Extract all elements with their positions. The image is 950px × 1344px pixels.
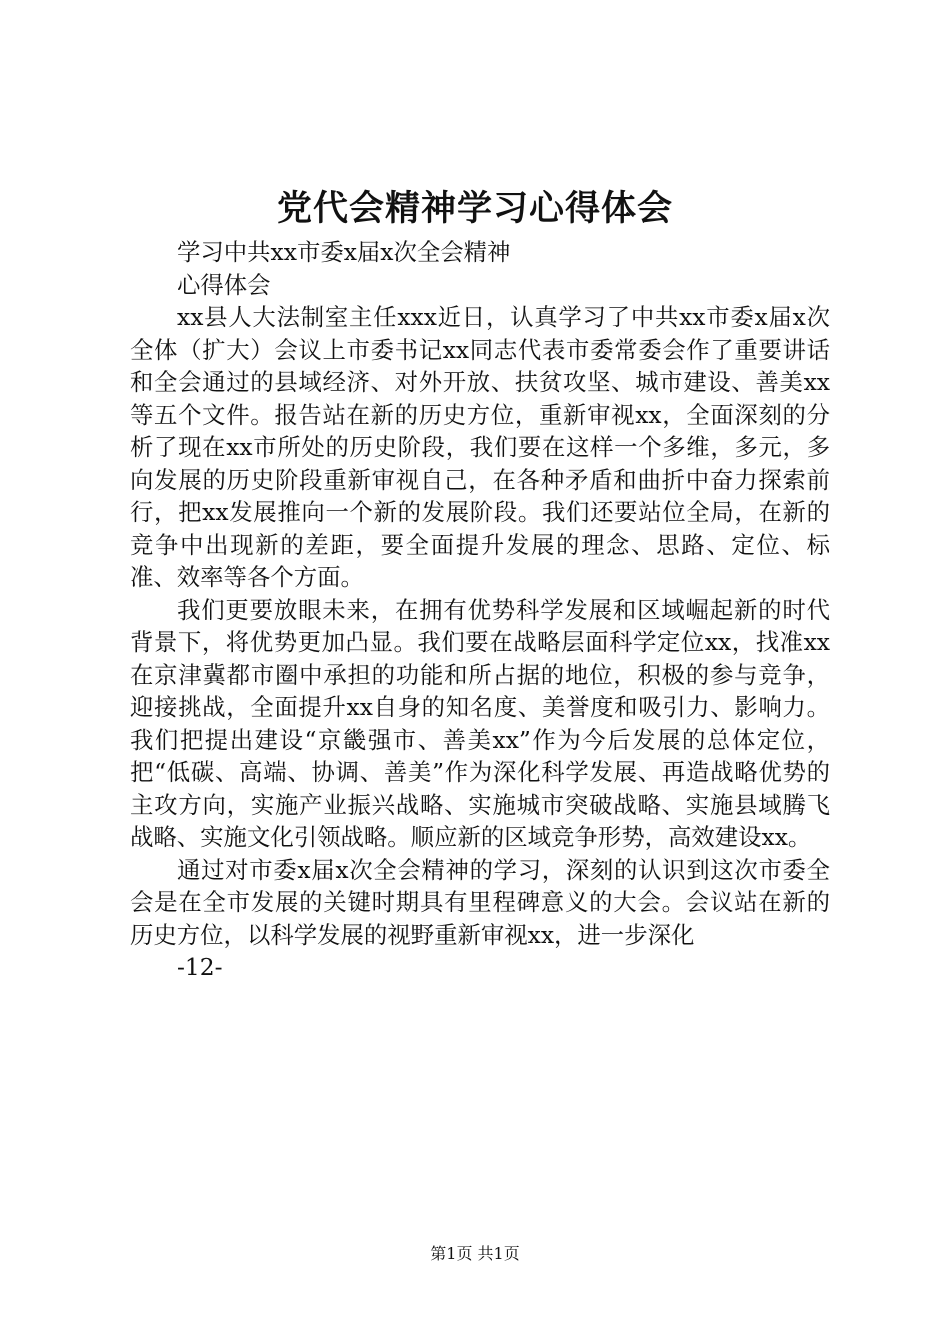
subtitle-line-1: 学习中共xx市委x届x次全会精神 — [177, 238, 511, 266]
paragraph-1: xx县人大法制室主任xxx近日，认真学习了中共xx市委x届x次全体（扩大）会议上市委书记xx同志代表市委常委会作了重要讲话和全会通过的县域经济、对外开放、扶贫攻坚、城市建设、善美xx等五个文件。报告站在新的历史方位，重新审视xx，全面深刻的分析了现在xx市所处的历史阶段，我们要在这样一个多维，多元，多向发展的历史阶段重新审视自己，在各种矛盾和曲折中奋力探索前行，把xx发展推向一个新的发展阶段。我们还要站位全局，在新的竞争中出现新的差距，要全面提升发展的理念、思路、定位、标准、效率等各个方面。 — [130, 303, 830, 591]
document-body — [130, 236, 830, 984]
paragraph-2: 我们更要放眼未来，在拥有优势科学发展和区域崛起新的时代背景下，将优势更加凸显。我们要在战略层面科学定位xx，找准xx在京津冀都市圈中承担的功能和所占据的地位，积极的参与竞争，迎接挑战，全面提升xx自身的知名度、美誉度和吸引力、影响力。我们把提出建设“京畿强市、善美xx”作为今后发展的总体定位，把“低碳、高端、协调、善美”作为深化科学发展、再造战略优势的主攻方向，实施产业振兴战略、实施城市突破战略、实施县域腾飞战略、实施文化引领战略。顺应新的区域竞争形势，高效建设xx。 — [130, 595, 830, 851]
paragraph-3: 通过对市委x届x次全会精神的学习，深刻的认识到这次市委全会是在全市发展的关键时期具有里程碑意义的大会。会议站在新的历史方位，以科学发展的视野重新审视xx，进一步深化 — [130, 855, 830, 949]
subtitle-line-2: 心得体会 — [177, 270, 271, 299]
page-footer: 第1页 共1页 — [430, 1244, 520, 1263]
inline-page-number: -12- — [177, 953, 223, 981]
document-title: 党代会精神学习心得体会 — [276, 188, 673, 229]
